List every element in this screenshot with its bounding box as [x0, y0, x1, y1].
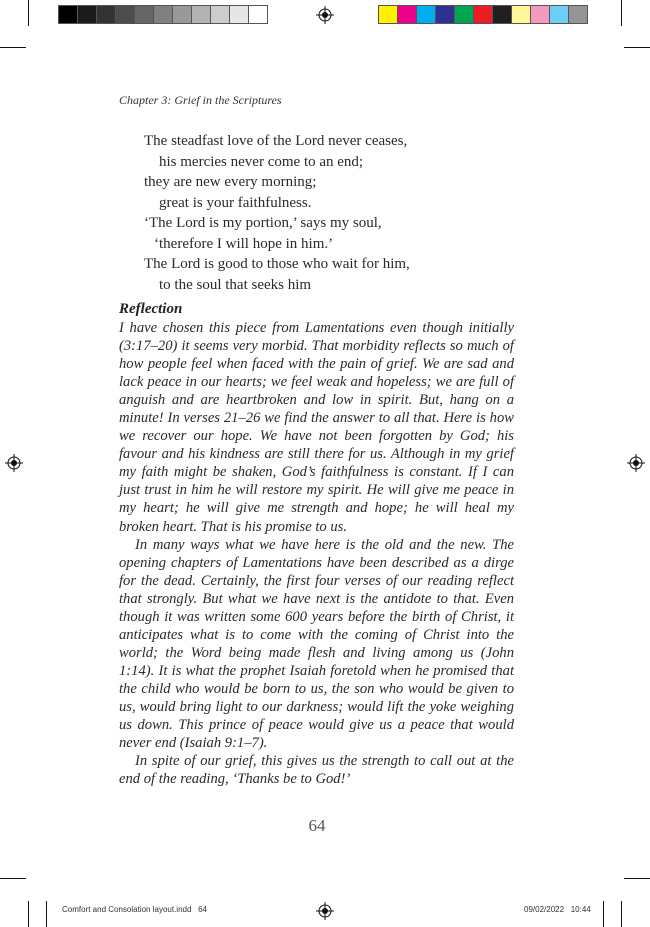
paragraph: In many ways what we have here is the old and the new. The opening chapters of Lamentations have been described as a dirge for the dead. Certainly, the first four verses of our reading reflect that strongly. But what we have next is the antidote to that. Even though it was written some 600 years before the birth of Christ, it anticipates what is to come with the coming of Christ into the world; the Word being made flesh and living among us (John 1:14). It is what the prophet Isaiah foretold when he promised that the child who would be born to us, the son who would be given to us, would bring light to our darkness; would lift the yoke weighing us down. This prince of peace would give us a peace that would never end (Isaiah 9:1–7). — [119, 536, 514, 752]
poem-line: to the soul that seeks him — [159, 276, 312, 293]
scripture-poem — [144, 131, 410, 295]
color-swatch — [416, 5, 436, 24]
color-swatch — [492, 5, 512, 24]
color-swatch — [77, 5, 97, 24]
grayscale-color-bar — [58, 5, 267, 24]
poem-line: The steadfast love of the Lord never ceases, — [144, 133, 408, 149]
color-swatch — [530, 5, 550, 24]
crop-mark-bottom-left-h — [0, 878, 26, 879]
paragraph: I have chosen this piece from Lamentations even though initially (3:17–20) it seems very morbid. That morbidity reflects so much of how people feel when faced with the pain of grief. We are sad and lack peace in our hearts; we feel weak and hopeless; we are full of anguish and are heartbroken and low in spirit. But, hang on a minute! In verses 21–26 we find the answer to all that. Here is how we recover our hope. We have not been forgotten by God; his favour and his kindness are still there for us. Although in my grief my faith might be shaken, God’s faithfulness is constant. If I can just trust in him he will restore my spirit. He will give me peace in my heart; he will give me strength and hope; he will heal my broken heart. That is his promise to us. — [119, 320, 514, 535]
color-swatch — [397, 5, 417, 24]
page-number: 64 — [308, 816, 326, 835]
crop-mark-top-right-h — [624, 47, 650, 48]
poem-line: great is your faithfulness. — [159, 194, 312, 211]
registration-mark-icon — [316, 902, 334, 920]
crop-mark-bottom-right-v — [621, 901, 622, 927]
crop-mark-bottom-inner-left — [46, 901, 47, 927]
color-swatch — [248, 5, 268, 24]
process-color-bar — [378, 5, 587, 24]
poem-line: ‘therefore I will hope in him.’ — [154, 235, 334, 252]
crop-mark-top-left-h — [0, 47, 26, 48]
color-swatch — [473, 5, 493, 24]
crop-mark-bottom-left-v — [28, 901, 29, 927]
color-swatch — [115, 5, 135, 24]
color-swatch — [568, 5, 588, 24]
crop-mark-top-right-v — [621, 0, 622, 26]
poem-line: The Lord is good to those who wait for him, — [144, 256, 410, 272]
crop-mark-bottom-inner-right — [603, 901, 604, 927]
color-swatch — [229, 5, 249, 24]
color-swatch — [435, 5, 455, 24]
registration-mark-icon — [5, 454, 23, 472]
registration-mark-icon — [316, 6, 334, 24]
color-swatch — [511, 5, 531, 24]
color-swatch — [549, 5, 569, 24]
color-swatch — [96, 5, 116, 24]
poem-line: his mercies never come to an end; — [159, 153, 364, 170]
color-swatch — [58, 5, 78, 24]
color-swatch — [378, 5, 398, 24]
reflection-body — [119, 319, 514, 788]
running-header: Chapter 3: Grief in the Scriptures — [119, 93, 282, 107]
color-swatch — [191, 5, 211, 24]
color-swatch — [134, 5, 154, 24]
color-swatch — [153, 5, 173, 24]
poem-line: ‘The Lord is my portion,’ says my soul, — [144, 215, 382, 231]
crop-mark-top-left-v — [28, 0, 29, 26]
color-swatch — [172, 5, 192, 24]
registration-mark-icon — [627, 454, 645, 472]
color-swatch — [210, 5, 230, 24]
color-swatch — [454, 5, 474, 24]
slug-filename: Comfort and Consolation layout.indd 64 — [62, 905, 207, 914]
crop-mark-bottom-right-h — [624, 878, 650, 879]
reflection-heading: Reflection — [119, 301, 183, 317]
poem-line: they are new every morning; — [144, 174, 317, 190]
slug-datetime: 09/02/2022 10:44 — [524, 905, 591, 914]
paragraph: In spite of our grief, this gives us the strength to call out at the end of the reading, ‘Thanks be to God!’ — [119, 753, 514, 788]
